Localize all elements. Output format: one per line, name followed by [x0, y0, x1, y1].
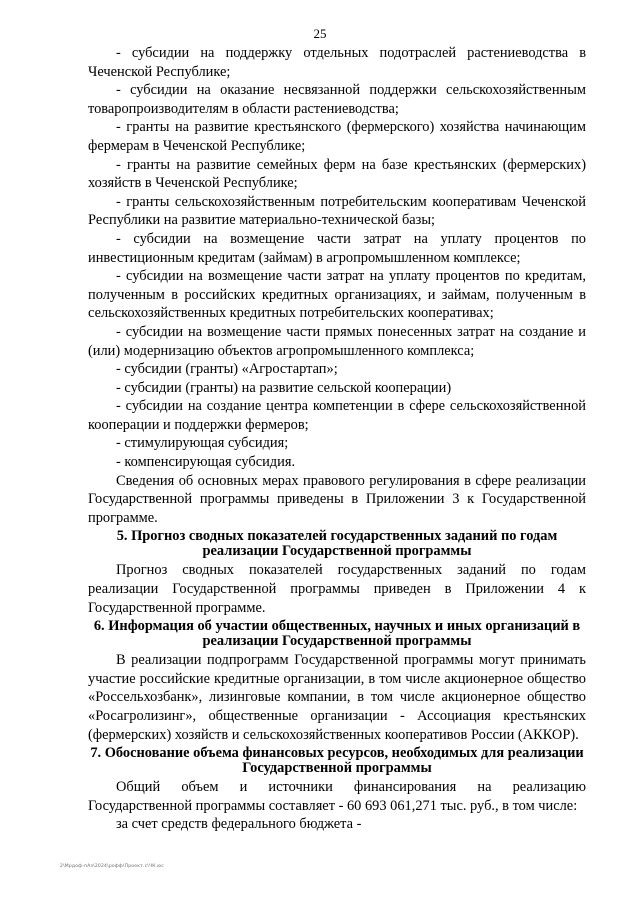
- list-item-subsidy-direct-costs: - субсидии на возмещение части прямых понесенных затрат на создание и (или) модернизацию объектов агропромышленного комплекса;: [88, 323, 586, 359]
- section-6-heading: 6. Информация об участии общественных, научных и иных организаций в реализации Государственной программы: [93, 618, 581, 650]
- section-5-text: Прогноз сводных показателей государственных заданий по годам реализации Государственной программы приведен в Приложении 4 к Государственной программе.: [88, 562, 586, 616]
- list-item-stimulating-subsidy: - стимулирующая субсидия;: [116, 435, 289, 452]
- regulation-paragraph: Сведения об основных мерах правового регулирования в сфере реализации Государственной программы приведены в Приложении 3 к Государственной программе.: [88, 472, 586, 526]
- list-item-subsidy-crop-subsectors: - субсидии на поддержку отдельных подотраслей растениеводства в Чеченской Республике;: [88, 45, 586, 80]
- list-item-subsidy-unrelated-support: - субсидии на оказание несвязанной поддержки сельскохозяйственным товаропроизводителям в области растениеводства;: [88, 82, 586, 117]
- list-item-grant-cooperatives: - гранты сельскохозяйственным потребительским кооперативам Чеченской Республики на развитие материально-технической базы;: [88, 193, 586, 229]
- section-5-heading: 5. Прогноз сводных показателей государственных заданий по годам реализации Государственной программы: [116, 528, 558, 560]
- list-item-agrostartup: - субсидии (гранты) «Агростартап»;: [116, 361, 338, 378]
- list-item-grant-family-farms: - гранты на развитие семейных ферм на базе крестьянских (фермерских) хозяйств в Чеченской Республике;: [88, 156, 586, 192]
- section-7-heading: 7. Обоснование объема финансовых ресурсов, необходимых для реализации Государственной программы: [90, 745, 584, 777]
- list-item-grant-novice-farmers: - гранты на развитие крестьянского (фермерского) хозяйства начинающим фермерам в Чеченской Республике;: [88, 119, 586, 154]
- document-body: [88, 44, 586, 834]
- list-item-competence-center: - субсидии на создание центра компетенции в сфере сельскохозяйственной кооперации и поддержки фермеров;: [88, 398, 586, 433]
- section-7-text-federal: за счет средств федерального бюджета -: [116, 816, 362, 833]
- section-6-text: В реализации подпрограмм Государственной программы могут принимать участие российские кредитные организации, в том числе акционерное общество «Россельхозбанк», лизинговые компании, в том числе акционерное общество «Росагролизинг», общественные организации - Ассоциация крестьянских (фермерских) хозяйств и сельскохозяйственных кооперативов России (АККОР).: [88, 652, 586, 743]
- list-item-subsidy-investment-loans: - субсидии на возмещение части затрат на уплату процентов по инвестиционным кредитам (займам) в агропромышленном комплексе;: [88, 230, 586, 266]
- list-item-compensating-subsidy: - компенсирующая субсидия.: [116, 454, 296, 471]
- list-item-rural-cooperation: - субсидии (гранты) на развитие сельской кооперации): [116, 379, 452, 396]
- list-item-subsidy-loan-interest: - субсидии на возмещение части затрат на уплату процентов по кредитам, полученным в российских кредитных организациях, и займам, полученным в сельскохозяйственных кредитных потребительских кооперативах;: [88, 268, 586, 322]
- section-7-text-total: Общий объем и источники финансирования на реализацию Государственной программы составляет - 60 693 061,271 тыс. руб., в том числе:: [88, 779, 586, 814]
- page-number: 25: [313, 26, 327, 41]
- footer-file-path: 2\Мрдоф-пАэ\2024\рофф\Проект.с\ЧК.юс: [60, 864, 164, 869]
